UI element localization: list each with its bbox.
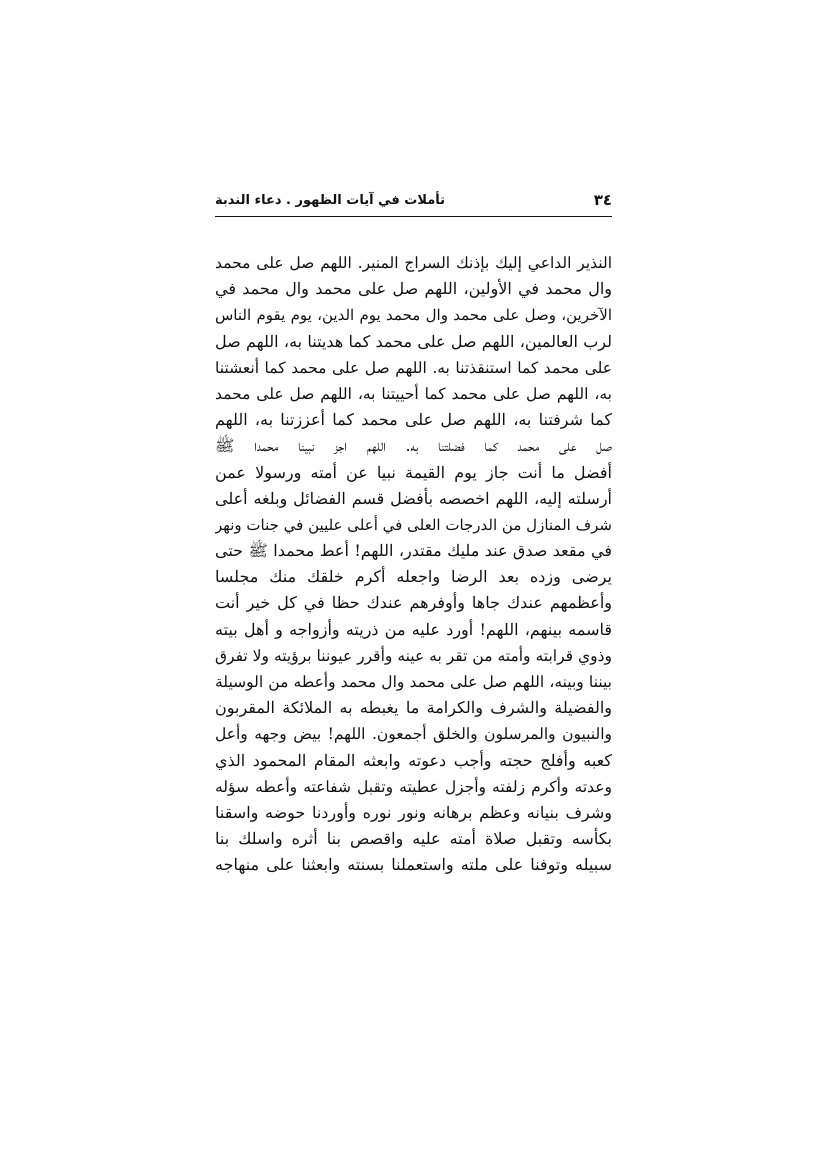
running-title: تأملات في آيات الظهور . دعاء الندبة [215,192,446,208]
text-line: والفضيلة والشرف والكرامة ما يغبطه به الملائكة المقربون [215,698,612,718]
page-header [215,186,612,214]
text-line: النذير الداعي إليك بإذنك السراج المنير. اللهم صل على محمد [215,254,612,272]
text-line: بيننا وبينه، اللهم صل على محمد وال محمد وأعطه من الوسيلة [215,673,612,691]
text-line: أفضل ما أنت جاز يوم القيمة نبيا عن أمته ورسولا عمن [215,462,612,482]
header-divider [215,216,612,217]
text-line: شرف المنازل من الدرجات العلى في أعلى عليين في جنات ونهر [215,515,612,534]
text-line: بكأسه وتقبل صلاة أمته عليه واقصص بنا أثره واسلك بنا [215,829,612,849]
text-line: كعبه وأفلج حجته وأجب دعوته وابعثه المقام المحمود الذي [215,750,612,770]
text-line: قاسمه بينهم، اللهم! أورد عليه من ذريته وأزواجه و أهل بيته [215,619,612,639]
text-line: وال محمد في الأولين، اللهم صل على محمد وال محمد في [215,279,612,299]
text-line: وأعظمهم عندك جاها وأوفرهم عندك حظا في كل خير أنت [215,593,612,613]
text-line: به، اللهم صل على محمد كما أحييتنا به، اللهم صل على محمد [215,384,612,403]
text-line: كما شرفتنا به، اللهم صل على محمد كما أعززتنا به، اللهم [215,410,612,430]
text-line: والنبيون والمرسلون والخلق أجمعون. اللهم! بيض وجهه وأعل [215,725,612,744]
text-line: في مقعد صدق عند مليك مقتدر، اللهم! أعط محمدا ﷺ حتى [215,541,612,561]
text-line: لرب العالمين، اللهم صل على محمد كما هديتنا به، اللهم صل [215,331,612,351]
body-text [215,250,612,879]
text-line: وعدته وأكرم زلفته وأجزل عطيته وتقبل شفاعته وأعطه سؤله [215,777,612,796]
text-line: أرسلته إليه، اللهم اخصصه بأفضل قسم الفضائل وبلغه أعلى [215,488,612,508]
text-line: الآخرين، وصل على محمد وال محمد يوم الدين، يوم يقوم الناس [215,306,612,325]
page-number: ٣٤ [593,191,612,209]
text-line: صل على محمد كما فضلتنا به. اللهم اجز نبينا محمدا ﷺ [215,436,612,456]
text-line: وذوي قرابته وأمته من تقر به عينه وأقرر عيوننا برؤيته ولا تفرق [215,646,612,665]
text-line: وشرف بنيانه وعظم برهانه ونور نوره وأوردنا حوضه واسقنا [215,802,612,822]
text-line: على محمد كما استنقذتنا به. اللهم صل على محمد كما أنعشتنا [215,358,612,377]
text-line: سبيله وتوفنا على ملته واستعملنا بسنته وابعثنا على منهاجه [215,855,612,875]
text-line: يرضى وزده بعد الرضا واجعله أكرم خلقك منك مجلسا [215,567,612,587]
